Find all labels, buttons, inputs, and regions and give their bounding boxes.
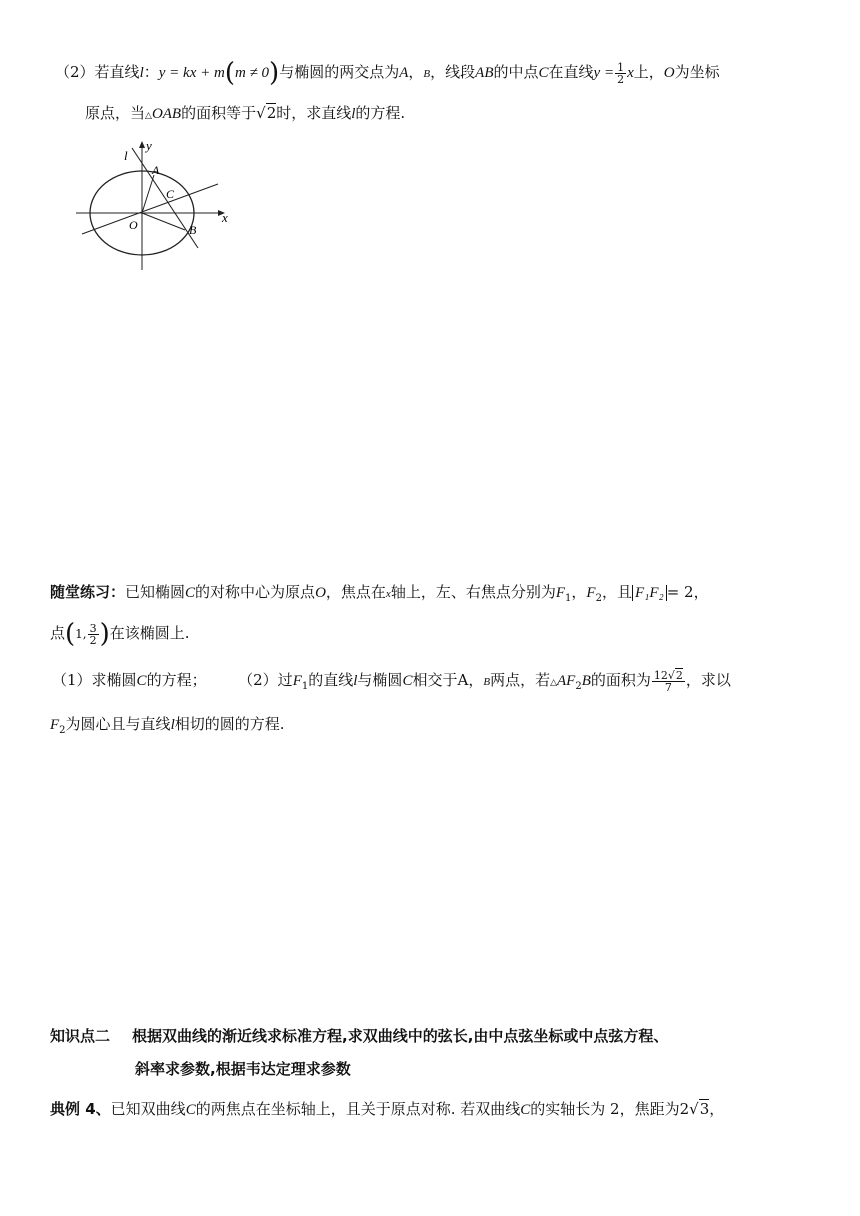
problem2-line1: （2）若直线l：y = kx + m(m ≠ 0)与椭圆的两交点为A，B，线段AB的中点C在直线y = $\frac{1}{2}$ x上，O为坐标 — [55, 58, 720, 88]
label-a: A — [152, 163, 160, 177]
practice-line1: 随堂练习：已知椭圆C的对称中心为原点O，焦点在x轴上，左、右焦点分别为$F_1$，$F_2$，且 F₁F₂ = 2， — [50, 583, 709, 604]
practice-line2: 点(1, $\frac{3}{2}$ )在该椭圆上. — [50, 619, 190, 649]
label-l: l — [124, 148, 128, 163]
label-b: B — [189, 223, 197, 237]
label-y: y — [146, 138, 152, 153]
fraction-one-half: $\frac{1}{2}$ — [617, 60, 625, 86]
fraction-three-halves: $\frac{3}{2}$ — [89, 621, 97, 647]
segment-oa — [142, 175, 154, 213]
section2-heading-line1: 知识点二 根据双曲线的渐近线求标准方程,求双曲线中的弦长,由中点弦坐标或中点弦方程、 — [50, 1027, 669, 1045]
label-o: O — [129, 218, 138, 232]
label-x: x — [222, 210, 228, 225]
practice-line3: （1）求椭圆C的方程； （2）过$F_1$的直线l与椭圆C相交于A，B两点，若$\triangle AF_2B$的面积为 $\frac{12√2}{7}$ ，求以 — [52, 668, 731, 694]
label-c: C — [166, 187, 175, 201]
practice-line4: $F_2$为圆心且与直线l相切的圆的方程. — [50, 715, 285, 736]
segment-ob — [142, 213, 185, 230]
section2-heading-line2: 斜率求参数,根据韦达定理求参数 — [135, 1060, 351, 1078]
line-y-half-x — [82, 184, 218, 234]
problem2-line2: 原点，当△OAB的面积等于√2时，求直线l的方程. — [85, 104, 406, 122]
y-axis-arrow — [139, 141, 145, 148]
ellipse-figure — [72, 138, 242, 278]
example4-line: 典例 4、已知双曲线C的两焦点在坐标轴上，且关于原点对称. 若双曲线C的实轴长为 2，焦距为2√3， — [50, 1100, 725, 1118]
fraction-area: $\frac{12√2}{7}$ — [653, 668, 683, 694]
